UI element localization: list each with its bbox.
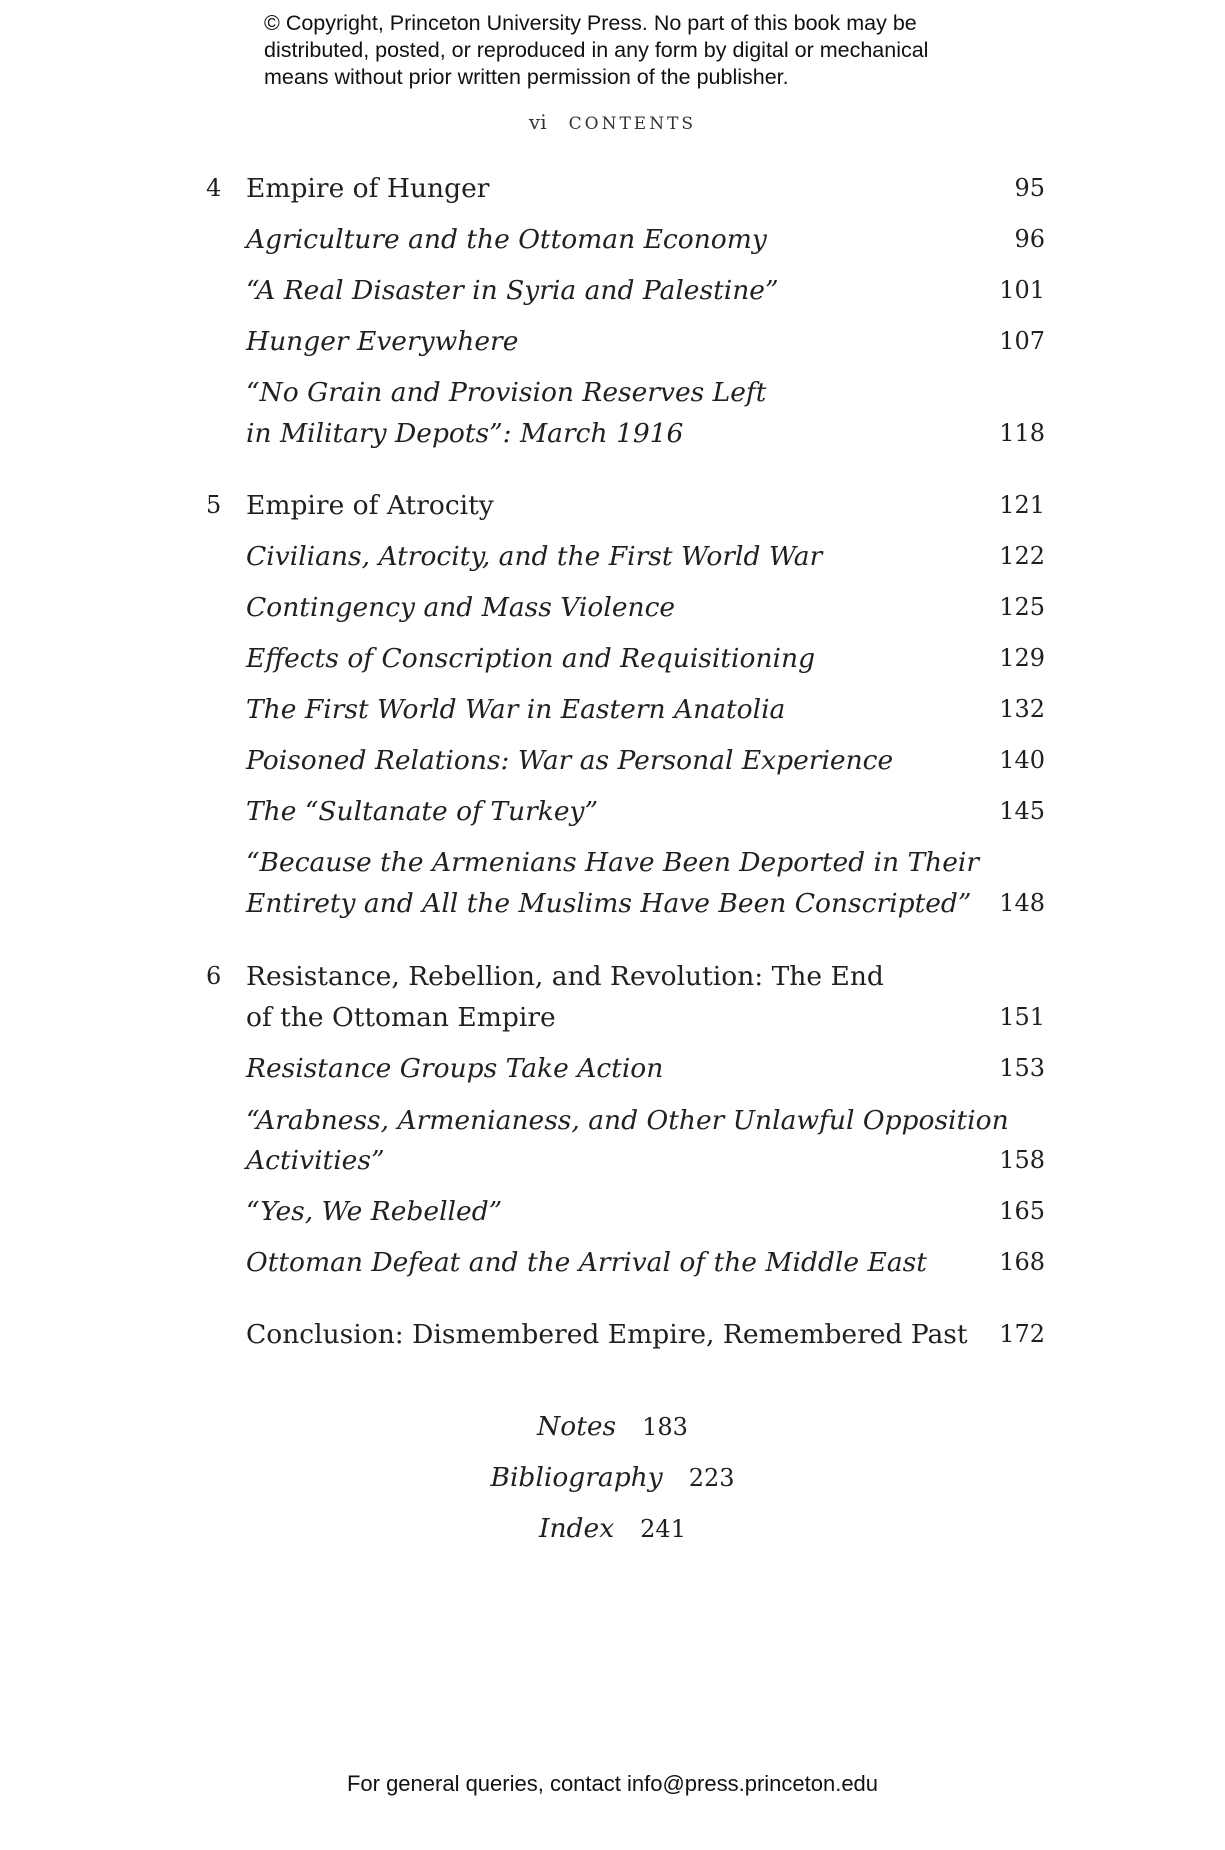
section-title-line2[interactable]: Entirety and All the Muslims Have Been Conscripted” (246, 888, 972, 919)
back-matter-label: Notes (537, 1411, 617, 1442)
section-page: 125 (999, 593, 1045, 621)
chapter-title[interactable]: Empire of Atrocity (246, 490, 494, 521)
chapter-number: 6 (206, 962, 222, 990)
section-page: 122 (999, 542, 1045, 570)
running-head (0, 110, 1225, 134)
chapter-title-line2[interactable]: of the Ottoman Empire (246, 1002, 556, 1033)
section-title-line1[interactable]: “No Grain and Provision Reserves Left (246, 377, 767, 408)
back-matter-item[interactable] (0, 1406, 1225, 1448)
back-matter-label: Bibliography (490, 1462, 663, 1493)
footer-contact: For general queries, contact info@press.princeton.edu (346, 1771, 879, 1796)
conclusion-page: 172 (999, 1320, 1045, 1348)
section-title[interactable]: The First World War in Eastern Anatolia (246, 694, 786, 725)
back-matter-page: 241 (640, 1515, 686, 1543)
section-title-line1[interactable]: “Because the Armenians Have Been Deported in Their (246, 847, 980, 878)
section-title-line1[interactable]: “Arabness, Armenianess, and Other Unlawful Opposition (246, 1105, 1009, 1136)
conclusion-title[interactable]: Conclusion: Dismembered Empire, Remembered Past (246, 1319, 968, 1350)
section-page: 148 (999, 889, 1045, 917)
section-title[interactable]: Hunger Everywhere (246, 326, 519, 357)
section-title-line2[interactable]: Activities” (246, 1145, 385, 1176)
section-title-line2[interactable]: in Military Depots”: March 1916 (246, 418, 684, 449)
section-page: 145 (999, 797, 1045, 825)
section-page: 140 (999, 746, 1045, 774)
chapter-title-line1[interactable]: Resistance, Rebellion, and Revolution: The End (246, 961, 884, 992)
section-title[interactable]: Agriculture and the Ottoman Economy (246, 224, 767, 255)
section-page: 96 (1014, 225, 1045, 253)
running-title: CONTENTS (568, 114, 697, 134)
back-matter-item[interactable] (0, 1457, 1225, 1499)
section-title[interactable]: Poisoned Relations: War as Personal Experience (246, 745, 894, 776)
section-page: 107 (999, 327, 1045, 355)
back-matter-item[interactable] (0, 1508, 1225, 1550)
back-matter-page: 183 (642, 1413, 688, 1441)
copyright-notice: © Copyright, Princeton University Press. No part of this book may be distributed, posted, or reproduced in any form by digital or mechanical means without prior written permission of the publisher. (264, 11, 929, 89)
section-page: 165 (999, 1197, 1045, 1225)
section-title[interactable]: Civilians, Atrocity, and the First World War (246, 541, 823, 572)
section-title[interactable]: Effects of Conscription and Requisitioning (246, 643, 816, 674)
chapter-page: 95 (1014, 174, 1045, 202)
chapter-page: 121 (999, 491, 1045, 519)
chapter-number: 4 (206, 174, 222, 202)
section-page: 153 (999, 1054, 1045, 1082)
chapter-title[interactable]: Empire of Hunger (246, 173, 490, 204)
section-title[interactable]: The “Sultanate of Turkey” (246, 796, 599, 827)
section-page: 129 (999, 644, 1045, 672)
section-page: 168 (999, 1248, 1045, 1276)
section-page: 158 (999, 1146, 1045, 1174)
section-title[interactable]: “Yes, We Rebelled” (246, 1196, 503, 1227)
section-title[interactable]: Contingency and Mass Violence (246, 592, 676, 623)
back-matter-page: 223 (688, 1464, 735, 1492)
back-matter-label: Index (539, 1513, 615, 1544)
section-page: 118 (999, 419, 1045, 447)
section-title[interactable]: “A Real Disaster in Syria and Palestine” (246, 275, 779, 306)
chapter-number: 5 (206, 491, 222, 519)
page-folio: vi (528, 110, 547, 134)
section-page: 132 (999, 695, 1045, 723)
section-page: 101 (999, 276, 1045, 304)
section-title[interactable]: Ottoman Defeat and the Arrival of the Middle East (246, 1247, 927, 1278)
section-title[interactable]: Resistance Groups Take Action (246, 1053, 664, 1084)
chapter-page: 151 (999, 1003, 1045, 1031)
